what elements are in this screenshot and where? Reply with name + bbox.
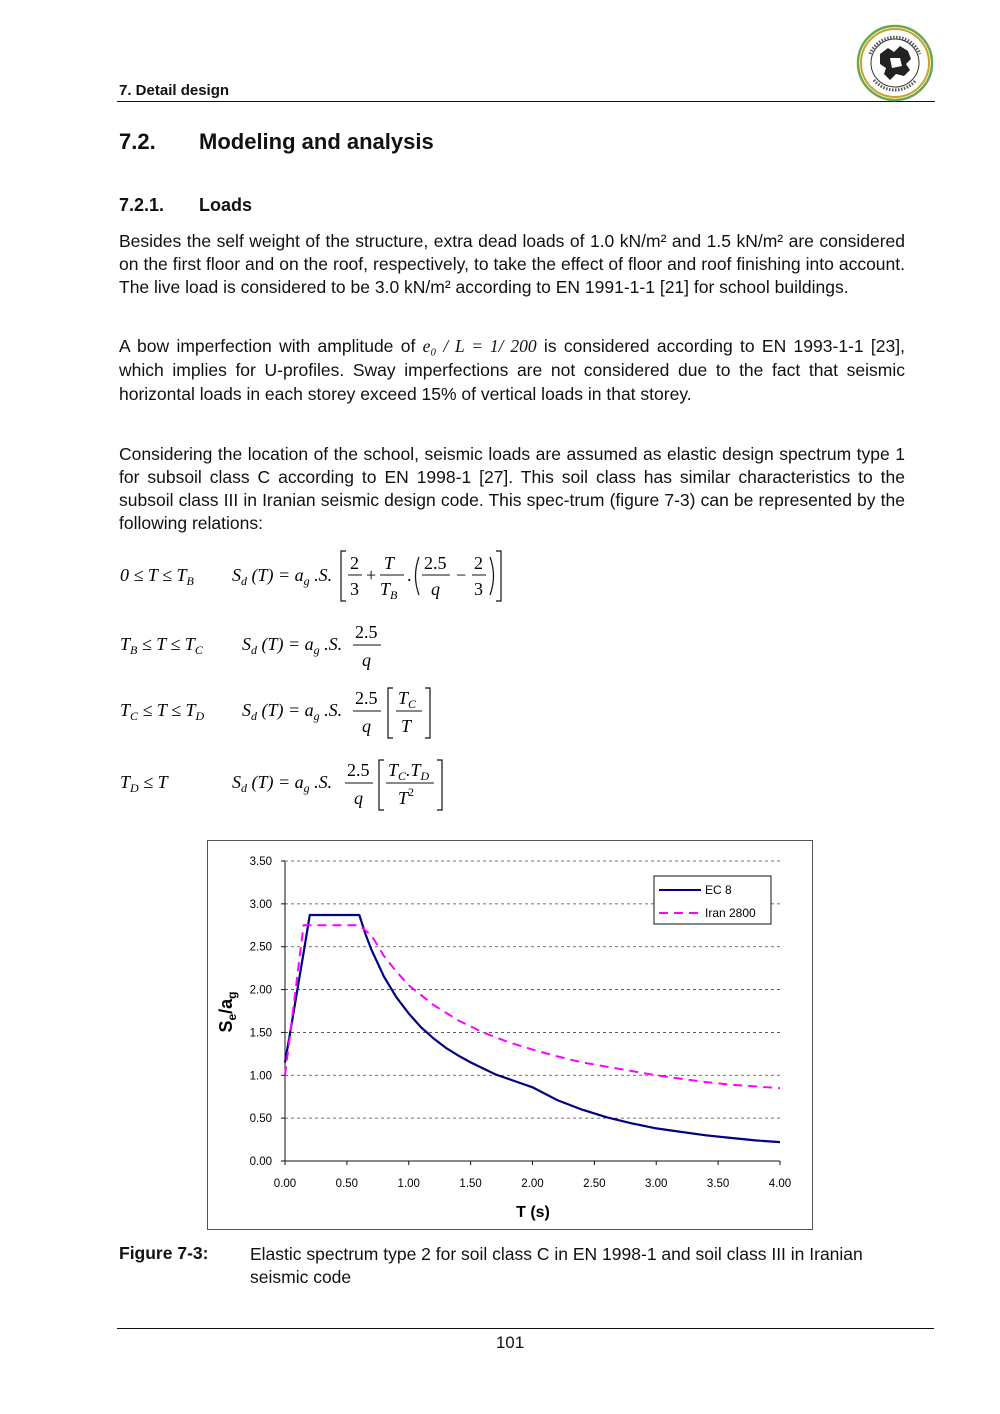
svg-text:3: 3 [350, 579, 359, 599]
subsection-number: 7.2.1. [119, 195, 165, 215]
svg-text:+: + [366, 565, 377, 585]
svg-text:TB ≤ T ≤ TC: $T_B \le T \le T_C$ [120, 634, 203, 657]
svg-text:Sd (T) = ag .S.: $S_d$ $(T) = a_g$ .S. [242, 634, 343, 657]
equation-spectrum-branch-4 [110, 756, 530, 814]
university-seal-logo [856, 24, 934, 102]
svg-text:q: q [362, 716, 371, 736]
y-tick-label: 3.00 [249, 898, 272, 911]
paragraph-imperfection-end: is considered according to EN 1993-1-1 [23], which implies for U-profiles. Sway imperfections are not considered due to the fact that seismic horizontal loads in each storey exceed 15% of vertical loads in that storey. [119, 336, 905, 404]
x-tick-label: 1.50 [459, 1178, 482, 1190]
svg-text:TD ≤ T: $T_D \le T$ [120, 772, 168, 795]
svg-text:2: 2 [474, 553, 483, 573]
equation-spectrum-branch-2 [110, 618, 530, 676]
y-tick-label: 0.00 [249, 1156, 272, 1168]
svg-text:2.5: 2.5 [355, 688, 378, 708]
response-spectrum-chart [207, 840, 813, 1230]
section-number: 7.2. [119, 129, 156, 154]
svg-text:Sd (T) = ag .S.: $S_d$ $(T) = a_g$ .S. [232, 772, 333, 795]
svg-text:2.5: 2.5 [347, 760, 370, 780]
svg-text:TC: $T_C$ [398, 688, 417, 711]
x-tick-label: 1.00 [397, 1178, 420, 1190]
y-tick-label: 3.50 [249, 856, 272, 868]
svg-text:q: q [431, 579, 440, 599]
equation-spectrum-branch-1 [110, 545, 530, 607]
section-title [119, 129, 434, 155]
legend-label: EC 8 [705, 883, 732, 897]
y-tick-label: 2.00 [249, 984, 272, 997]
subsection-title [119, 195, 252, 216]
figure-label: Figure 7-3: [119, 1243, 209, 1263]
x-tick-label: 3.50 [706, 1178, 730, 1190]
x-tick-label: 3.00 [645, 1178, 668, 1190]
svg-text:q: q [362, 650, 371, 670]
svg-text:2.5: 2.5 [424, 553, 447, 573]
x-tick-label: 2.00 [521, 1178, 544, 1190]
footer-rule [117, 1328, 934, 1329]
y-tick-label: 2.50 [249, 941, 272, 954]
chart-legend [654, 876, 771, 924]
svg-text:TC.TD: $T_C.T_D$ [388, 760, 430, 783]
subsection-title-text: Loads [199, 195, 253, 215]
svg-text:Sd (T) = ag .S.: $S_d$ $(T) = a_g$ .S. [242, 700, 343, 723]
svg-text:T2: $T^2$ [398, 785, 415, 808]
svg-text:TB: $T_B$ [380, 579, 398, 602]
x-axis-label: T (s) [516, 1204, 550, 1221]
y-tick-label: 1.00 [249, 1070, 272, 1083]
svg-text:TC ≤ T ≤ TD: $T_C \le T \le T_D$ [120, 700, 205, 723]
x-tick-label: 0.50 [335, 1178, 359, 1190]
paragraph-imperfection-start: A bow imperfection with amplitude of [119, 336, 423, 356]
svg-text:q: q [354, 788, 363, 808]
section-title-text: Modeling and analysis [199, 129, 434, 154]
svg-text:.: . [407, 565, 412, 585]
svg-text:Sd (T) = ag .S.: $S_d$ $(T) = a_g$ .S. [232, 565, 333, 588]
paragraph-imperfection [119, 334, 905, 406]
svg-text:T: T [384, 553, 395, 573]
svg-text:T: T [401, 716, 412, 736]
svg-text:−: − [456, 565, 467, 585]
x-tick-label: 2.50 [583, 1178, 606, 1190]
svg-text:3: 3 [474, 579, 483, 599]
header-rule [117, 101, 935, 102]
svg-text:2: 2 [350, 553, 359, 573]
svg-text:2.5: 2.5 [355, 622, 378, 642]
running-header: 7. Detail design [119, 82, 230, 99]
y-tick-label: 1.50 [249, 1027, 272, 1040]
svg-text:0 ≤ T ≤ TB: $0 \le T \le T_B$ [120, 565, 194, 588]
x-tick-label: 0.00 [273, 1178, 297, 1190]
equation-spectrum-branch-3 [110, 684, 530, 742]
figure-caption: Elastic spectrum type 2 for soil class C in EN 1998-1 and soil class III in Iranian seismic code [250, 1244, 863, 1287]
bow-imperfection-formula: e₀ / L = 1/ 200 [422, 336, 537, 356]
y-tick-label: 0.50 [249, 1113, 272, 1126]
x-tick-label: 4.00 [768, 1178, 792, 1190]
legend-label: Iran 2800 [705, 906, 756, 920]
page-number: 101 [495, 1333, 525, 1352]
paragraph-seismic-loads: Considering the location of the school, seismic loads are assumed as elastic design spectrum type 1 for subsoil class C according to EN 1998-1 [27]. This soil class has similar characteristics to the subsoil class III in Iranian seismic design code. This spec-trum (figure 7-3) can be represented by the following relations: [119, 444, 905, 533]
y-axis-label: $S_e/a_g$ [216, 991, 239, 1033]
paragraph-dead-loads: Besides the self weight of the structure, extra dead loads of 1.0 kN/m² and 1.5 kN/m² are considered on the first floor and on the roof, respectively, to take the effect of floor and roof finishing into account. The live load is considered to be 3.0 kN/m² according to EN 1991-1-1 [21] for school buildings. [119, 231, 905, 297]
